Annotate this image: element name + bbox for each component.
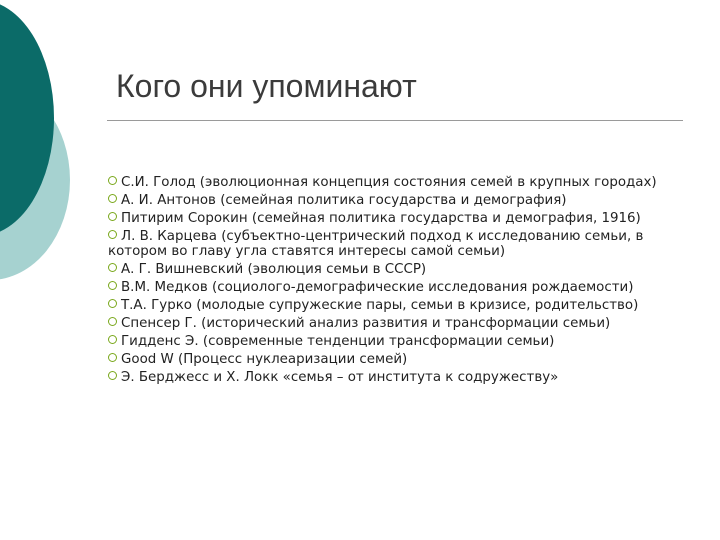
list-item-text: А. Г. Вишневский (эволюция семьи в СССР)	[121, 262, 427, 277]
list-item	[108, 175, 668, 190]
list-item-text: В.М. Медков (социолого-демографические исследования рождаемости)	[121, 280, 634, 295]
circle-bullet-icon	[108, 371, 117, 380]
list-item	[108, 298, 668, 313]
list-item	[108, 280, 668, 295]
circle-bullet-icon	[108, 263, 117, 272]
list-item-text: А. И. Антонов (семейная политика государства и демография)	[121, 193, 567, 208]
list-item-text: Спенсер Г. (исторический анализ развития и трансформации семьи)	[121, 316, 611, 331]
list-item-text: Гидденс Э. (современные тенденции трансформации семьи)	[121, 334, 555, 349]
list-item-text: Good W (Процесс нуклеаризации семей)	[121, 352, 408, 367]
list-item-text: Питирим Сорокин (семейная политика государства и демография, 1916)	[121, 211, 641, 226]
circle-bullet-icon	[108, 335, 117, 344]
list-item	[108, 370, 668, 385]
list-item	[108, 334, 668, 349]
list-item-text: Т.А. Гурко (молодые супружеские пары, семьи в кризисе, родительство)	[121, 298, 639, 313]
list-item-text: Э. Берджесс и Х. Локк «семья – от института к содружеству»	[121, 370, 559, 385]
circle-bullet-icon	[108, 353, 117, 362]
circle-bullet-icon	[108, 317, 117, 326]
list-item	[108, 193, 668, 208]
author-list	[108, 175, 668, 388]
circle-bullet-icon	[108, 194, 117, 203]
circle-bullet-icon	[108, 176, 117, 185]
list-item	[108, 352, 668, 367]
list-item-text: С.И. Голод (эволюционная концепция состояния семей в крупных городах)	[121, 175, 657, 190]
title-divider	[107, 120, 683, 121]
list-item	[108, 229, 668, 259]
circle-bullet-icon	[108, 299, 117, 308]
decorative-circles	[0, 0, 110, 300]
list-item	[108, 211, 668, 226]
list-item	[108, 262, 668, 277]
list-item-text: Л. В. Карцева (субъектно-центрический подход к исследованию семьи, в котором во главу угла ставятся интересы самой семьи)	[108, 229, 644, 259]
circle-bullet-icon	[108, 230, 117, 239]
slide-title: Кого они упоминают	[116, 68, 417, 104]
list-item	[108, 316, 668, 331]
circle-bullet-icon	[108, 212, 117, 221]
circle-bullet-icon	[108, 281, 117, 290]
